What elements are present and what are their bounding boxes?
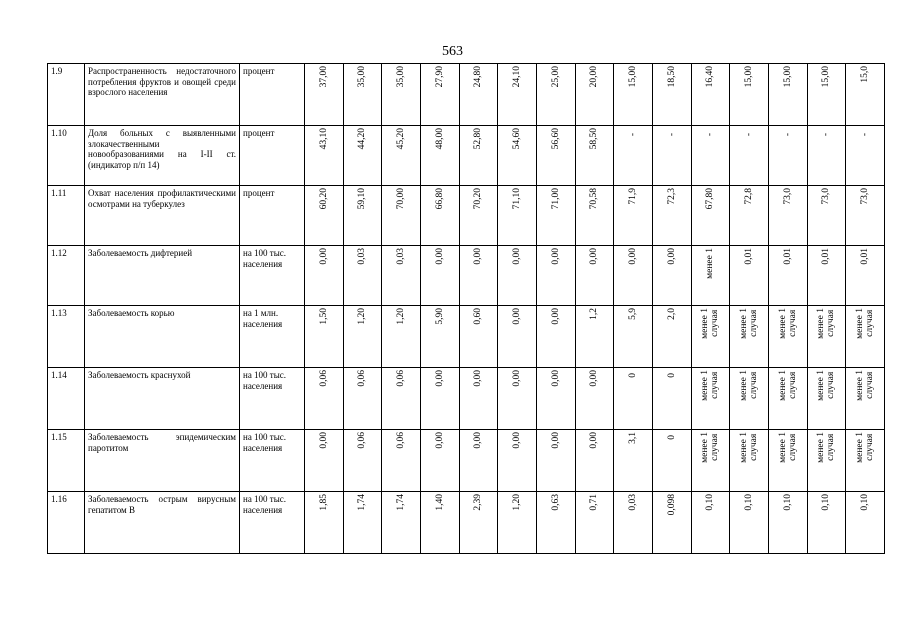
value-cell [382, 64, 421, 126]
value-text: 0,01 [744, 248, 755, 265]
value-text: менее 1 случая [700, 370, 721, 401]
value-cell [382, 368, 421, 430]
value-cell [459, 126, 498, 186]
value-text: 0,00 [473, 248, 484, 265]
value-cell [420, 430, 459, 492]
value-text: 0,00 [512, 308, 523, 325]
value-text: 0,01 [782, 248, 793, 265]
value-text: 71,10 [512, 188, 523, 210]
value-text: менее 1 [705, 248, 716, 279]
value-text: 71,00 [550, 188, 561, 210]
value-text: 0,60 [473, 308, 484, 325]
value-cell [846, 64, 885, 126]
value-cell [420, 306, 459, 368]
value-text: 0,71 [589, 494, 600, 511]
value-text: 0,00 [550, 370, 561, 387]
value-cell [730, 430, 769, 492]
value-text: 0,00 [473, 432, 484, 449]
value-cell [652, 368, 691, 430]
value-cell [536, 126, 575, 186]
value-text: 1,20 [396, 308, 407, 325]
value-text: менее 1 случая [855, 370, 876, 401]
value-text: 15,00 [628, 66, 639, 88]
value-cell [614, 126, 653, 186]
value-cell [305, 126, 344, 186]
value-cell [498, 186, 537, 246]
value-cell [536, 368, 575, 430]
value-text: 73,0 [782, 188, 793, 205]
value-text: 1,40 [434, 494, 445, 511]
value-cell [459, 246, 498, 306]
value-cell [382, 306, 421, 368]
row-number: 1.15 [48, 430, 85, 492]
indicator-name: Заболеваемость корью [85, 306, 240, 368]
value-cell [768, 246, 807, 306]
value-text: 59,10 [357, 188, 368, 210]
value-cell [498, 126, 537, 186]
value-cell [343, 126, 382, 186]
value-text: 73,0 [821, 188, 832, 205]
value-text: - [782, 132, 793, 136]
value-text: 35,00 [357, 66, 368, 88]
value-text: 0,03 [396, 248, 407, 265]
value-text: 0,10 [782, 494, 793, 511]
value-cell [768, 126, 807, 186]
value-cell [536, 64, 575, 126]
value-cell [730, 186, 769, 246]
value-text: 0,00 [666, 248, 677, 265]
value-cell [575, 126, 614, 186]
value-text: 37,00 [318, 66, 329, 88]
value-cell [768, 368, 807, 430]
value-text: 15,00 [744, 66, 755, 88]
value-cell [807, 492, 846, 554]
value-cell [768, 64, 807, 126]
value-cell [459, 64, 498, 126]
indicator-name: Охват населения профилактическими осмотрами на туберкулез [85, 186, 240, 246]
value-text: 15,00 [782, 66, 793, 88]
value-text: 0,01 [821, 248, 832, 265]
indicator-name: Заболеваемость дифтерией [85, 246, 240, 306]
value-cell [343, 306, 382, 368]
value-text: 0,10 [860, 494, 871, 511]
value-cell [691, 492, 730, 554]
value-text: 70,58 [589, 188, 600, 210]
value-cell [807, 64, 846, 126]
value-text: 1,20 [512, 494, 523, 511]
value-cell [768, 306, 807, 368]
value-cell [382, 246, 421, 306]
value-text: 0,00 [589, 432, 600, 449]
row-number: 1.16 [48, 492, 85, 554]
indicator-unit: на 1 млн. населения [240, 306, 305, 368]
value-cell [305, 492, 344, 554]
value-cell [614, 368, 653, 430]
value-text: 1,74 [357, 494, 368, 511]
table-row [48, 306, 885, 368]
value-text: 60,20 [318, 188, 329, 210]
value-cell [459, 368, 498, 430]
value-cell [498, 306, 537, 368]
value-cell [420, 492, 459, 554]
value-text: - [821, 132, 832, 136]
value-cell [420, 186, 459, 246]
row-number: 1.12 [48, 246, 85, 306]
value-cell [614, 246, 653, 306]
table-row [48, 126, 885, 186]
value-cell [420, 368, 459, 430]
value-text: 0,01 [860, 248, 871, 265]
value-cell [691, 246, 730, 306]
value-text: 0,00 [589, 370, 600, 387]
value-text: 0,00 [589, 248, 600, 265]
value-cell [575, 492, 614, 554]
value-text: 43,10 [318, 128, 329, 150]
table-row [48, 186, 885, 246]
value-cell [730, 246, 769, 306]
value-text: 0,00 [434, 432, 445, 449]
value-cell [614, 306, 653, 368]
value-text: 25,00 [550, 66, 561, 88]
value-text: 0,00 [318, 248, 329, 265]
value-cell [536, 246, 575, 306]
value-text: - [705, 132, 716, 136]
value-text: менее 1 случая [777, 432, 798, 463]
value-cell [730, 126, 769, 186]
value-text: 0,00 [318, 432, 329, 449]
value-cell [846, 492, 885, 554]
value-text: менее 1 случая [777, 370, 798, 401]
value-cell [305, 368, 344, 430]
value-text: 0,03 [628, 494, 639, 511]
value-cell [652, 492, 691, 554]
value-text: 0 [628, 373, 639, 378]
value-cell [575, 246, 614, 306]
value-text: менее 1 случая [739, 432, 760, 463]
value-text: 0,00 [434, 248, 445, 265]
value-cell [498, 368, 537, 430]
value-text: 54,60 [512, 128, 523, 150]
value-cell [614, 430, 653, 492]
value-cell [420, 126, 459, 186]
value-text: 5,90 [434, 308, 445, 325]
value-text: менее 1 случая [739, 308, 760, 339]
row-number: 1.10 [48, 126, 85, 186]
indicator-unit: процент [240, 126, 305, 186]
value-cell [807, 306, 846, 368]
value-text: 66,80 [434, 188, 445, 210]
value-text: 0 [666, 373, 677, 378]
value-cell [305, 430, 344, 492]
value-cell [807, 246, 846, 306]
value-cell [652, 246, 691, 306]
value-cell [459, 492, 498, 554]
value-cell [305, 186, 344, 246]
value-cell [846, 126, 885, 186]
value-text: 70,00 [396, 188, 407, 210]
value-cell [730, 64, 769, 126]
value-cell [575, 430, 614, 492]
value-text: 24,80 [473, 66, 484, 88]
value-text: менее 1 случая [855, 432, 876, 463]
value-cell [305, 306, 344, 368]
value-cell [846, 306, 885, 368]
value-cell [382, 186, 421, 246]
value-text: 20,00 [589, 66, 600, 88]
row-number: 1.9 [48, 64, 85, 126]
value-cell [575, 186, 614, 246]
value-text: 24,10 [512, 66, 523, 88]
value-cell [768, 186, 807, 246]
value-text: 0 [666, 435, 677, 440]
value-cell [691, 306, 730, 368]
table-row [48, 492, 885, 554]
value-text: 0,06 [396, 370, 407, 387]
value-cell [459, 306, 498, 368]
value-text: - [666, 132, 677, 136]
value-cell [807, 186, 846, 246]
indicator-unit: процент [240, 64, 305, 126]
value-cell [536, 430, 575, 492]
value-text: 52,80 [473, 128, 484, 150]
value-cell [807, 368, 846, 430]
value-cell [536, 306, 575, 368]
value-cell [730, 306, 769, 368]
value-cell [459, 430, 498, 492]
value-cell [536, 492, 575, 554]
value-text: 0,00 [512, 248, 523, 265]
value-cell [498, 492, 537, 554]
value-text: 1,20 [357, 308, 368, 325]
value-cell [768, 430, 807, 492]
value-text: 0,00 [473, 370, 484, 387]
value-text: 2,0 [666, 308, 677, 320]
value-text: 44,20 [357, 128, 368, 150]
table-row [48, 368, 885, 430]
value-cell [614, 186, 653, 246]
value-text: - [860, 132, 871, 136]
value-cell [846, 430, 885, 492]
value-text: 0,10 [821, 494, 832, 511]
value-text: 1,2 [589, 308, 600, 320]
value-text: менее 1 случая [855, 308, 876, 339]
value-text: 0,098 [666, 494, 677, 516]
value-text: 70,20 [473, 188, 484, 210]
value-cell [652, 186, 691, 246]
value-text: 0,00 [512, 432, 523, 449]
page-number: 563 [442, 44, 463, 59]
value-cell [691, 430, 730, 492]
indicator-unit: на 100 тыс. населения [240, 492, 305, 554]
value-cell [652, 430, 691, 492]
value-cell [343, 246, 382, 306]
value-cell [575, 368, 614, 430]
value-text: 56,60 [550, 128, 561, 150]
value-text: 1,50 [318, 308, 329, 325]
value-cell [343, 368, 382, 430]
row-number: 1.11 [48, 186, 85, 246]
value-text: 35,00 [396, 66, 407, 88]
value-text: - [744, 132, 755, 136]
value-text: 0,06 [318, 370, 329, 387]
value-text: 45,20 [396, 128, 407, 150]
value-text: менее 1 случая [700, 308, 721, 339]
value-cell [459, 186, 498, 246]
value-text: 5,9 [628, 308, 639, 320]
value-text: 72,3 [666, 188, 677, 205]
value-cell [305, 246, 344, 306]
indicator-name: Заболеваемость краснухой [85, 368, 240, 430]
value-text: 1,74 [396, 494, 407, 511]
indicator-unit: процент [240, 186, 305, 246]
value-cell [575, 306, 614, 368]
value-cell [652, 126, 691, 186]
value-text: 15,00 [821, 66, 832, 88]
value-cell [420, 64, 459, 126]
value-text: 0,00 [434, 370, 445, 387]
table-row [48, 64, 885, 126]
value-cell [768, 492, 807, 554]
value-cell [652, 306, 691, 368]
value-cell [807, 430, 846, 492]
value-text: менее 1 случая [816, 370, 837, 401]
value-text: 0,10 [705, 494, 716, 511]
value-text: 18,50 [666, 66, 677, 88]
value-text: 0,00 [550, 432, 561, 449]
value-cell [382, 430, 421, 492]
indicator-name: Распространенность недостаточного потребления фруктов и овощей среди взрослого населения [85, 64, 240, 126]
value-text: менее 1 случая [777, 308, 798, 339]
value-text: 0,06 [357, 432, 368, 449]
value-text: 0,00 [512, 370, 523, 387]
value-cell [498, 64, 537, 126]
value-text: 0,10 [744, 494, 755, 511]
value-cell [343, 430, 382, 492]
value-text: менее 1 случая [816, 308, 837, 339]
value-text: 73,0 [860, 188, 871, 205]
value-cell [498, 430, 537, 492]
value-cell [343, 186, 382, 246]
value-text: 0,06 [357, 370, 368, 387]
value-cell [846, 246, 885, 306]
value-cell [846, 186, 885, 246]
value-text: менее 1 случая [700, 432, 721, 463]
value-text: 0,06 [396, 432, 407, 449]
indicator-name: Доля больных с выявленными злокачественными новообразованиями на I-II ст. (индикатор п/п 14) [85, 126, 240, 186]
indicator-unit: на 100 тыс. населения [240, 430, 305, 492]
value-cell [536, 186, 575, 246]
value-cell [343, 492, 382, 554]
indicators-table [47, 63, 885, 554]
row-number: 1.14 [48, 368, 85, 430]
row-number: 1.13 [48, 306, 85, 368]
indicator-name: Заболеваемость эпидемическим паротитом [85, 430, 240, 492]
value-text: 58,50 [589, 128, 600, 150]
value-text: 3,1 [628, 432, 639, 444]
value-text: 71,9 [628, 188, 639, 205]
value-cell [730, 492, 769, 554]
value-text: 15,0 [860, 66, 871, 83]
value-text: 2,39 [473, 494, 484, 511]
value-cell [652, 64, 691, 126]
value-cell [498, 246, 537, 306]
value-cell [846, 368, 885, 430]
value-cell [730, 368, 769, 430]
value-text: 0,03 [357, 248, 368, 265]
value-text: 0,00 [550, 248, 561, 265]
value-text: 0,00 [628, 248, 639, 265]
value-cell [691, 64, 730, 126]
value-text: 48,00 [434, 128, 445, 150]
value-text: менее 1 случая [816, 432, 837, 463]
value-text: 67,80 [705, 188, 716, 210]
indicator-unit: на 100 тыс. населения [240, 246, 305, 306]
value-cell [807, 126, 846, 186]
value-cell [691, 186, 730, 246]
table-row [48, 246, 885, 306]
value-text: - [628, 132, 639, 136]
value-text: 72,8 [744, 188, 755, 205]
value-cell [575, 64, 614, 126]
value-cell [382, 126, 421, 186]
value-cell [614, 492, 653, 554]
table-row [48, 430, 885, 492]
value-text: 1,85 [318, 494, 329, 511]
value-cell [614, 64, 653, 126]
value-text: 27,90 [434, 66, 445, 88]
value-text: 0,00 [550, 308, 561, 325]
value-cell [305, 64, 344, 126]
value-cell [343, 64, 382, 126]
value-cell [382, 492, 421, 554]
indicator-name: Заболеваемость острым вирусным гепатитом В [85, 492, 240, 554]
value-cell [691, 368, 730, 430]
value-text: менее 1 случая [739, 370, 760, 401]
value-cell [420, 246, 459, 306]
indicator-unit: на 100 тыс. населения [240, 368, 305, 430]
value-cell [691, 126, 730, 186]
value-text: 16,40 [705, 66, 716, 88]
table-body [48, 64, 885, 554]
value-text: 0,63 [550, 494, 561, 511]
